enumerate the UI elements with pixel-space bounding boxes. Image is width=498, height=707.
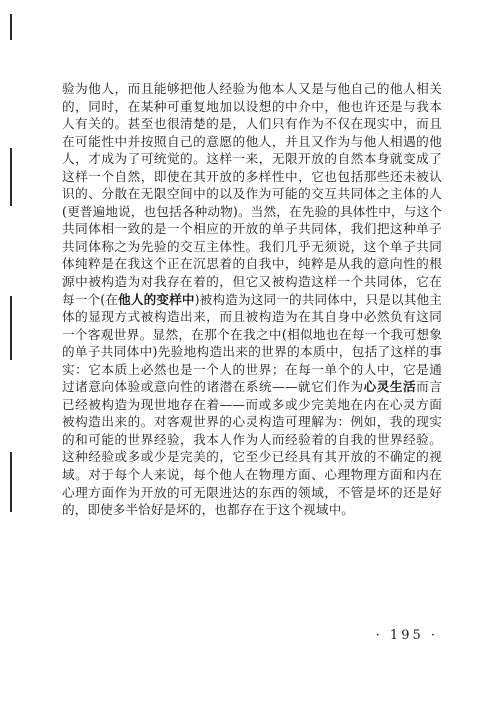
margin-mark <box>10 14 12 40</box>
margin-mark <box>10 452 12 512</box>
body-text: 而言已经被构造为现世地存在着——而或多或少完美地在内在心灵方面被构造出来的。对客观世界的心灵构造可理解为：例如，我的现实的和可能的世界经验，我本人作为人而经验着的自我的世界经验。这种经验或多或少是完美的，它至少已经具有其开放的不确定的视域。对于每个人来说，每个他人在物理方面、心理物理方面和内在心理方面作为开放的可无限进达的东西的领域，不管是坏的还是好的，即使多半恰好是坏的，也都存在于这个视域中。 <box>62 379 442 518</box>
margin-mark <box>10 296 12 360</box>
body-paragraph <box>62 80 442 519</box>
emphasis-text: 他人的变样中 <box>118 291 195 307</box>
page-number: · 195 · <box>375 628 438 643</box>
emphasis-text: 心灵生活 <box>363 379 417 395</box>
page-body <box>62 80 442 519</box>
margin-mark <box>10 148 12 206</box>
body-text: 验为他人，而且能够把他人经验为他本人又是与他自己的他人相关的，同时，在某种可重复地加以设想的中介中，他也许还是与我本人有关的。甚至也很清楚的是，人们只有作为不仅在现实中，而且在可能性中并按照自己的意愿的他人，并且又作为与他人相遇的他人，才成为了可统觉的。这样一来，无限开放的自然本身就变成了这样一个自然，即使在其开放的多样性中，它也包括那些还未被认识的、分散在无限空间中的以及作为可能的交互共同体之主体的人(更普遍地说，也包括各种动物)。当然，在先验的具体性中，与这个共同体相一致的是一个相应的开放的单子共同体，我们把这种单子共同体称之为先验的交互主体性。我们几乎无须说，这个单子共同体纯粹是在我这个正在沉思着的自我中，纯粹是从我的意向性的根源中被构造为对我存在着的，但它又被构造这样一个共同体，它在每一个(在 <box>62 81 442 307</box>
body-text: )被构造为这同一的共同体中，只是以其他主体的显现方式被构造出来，而且被构造为在其自身中必然负有这同一个客观世界。显然，在那个在我之中(相似地也在每一个我可想象的单子共同体中)先验地构造出来的世界的本质中，包括了这样的事实：它本质上必然也是一个人的世界；在每一单个的人中，它是通过诸意向体验或意向性的诸潜在系统——就它们作为 <box>62 291 442 395</box>
